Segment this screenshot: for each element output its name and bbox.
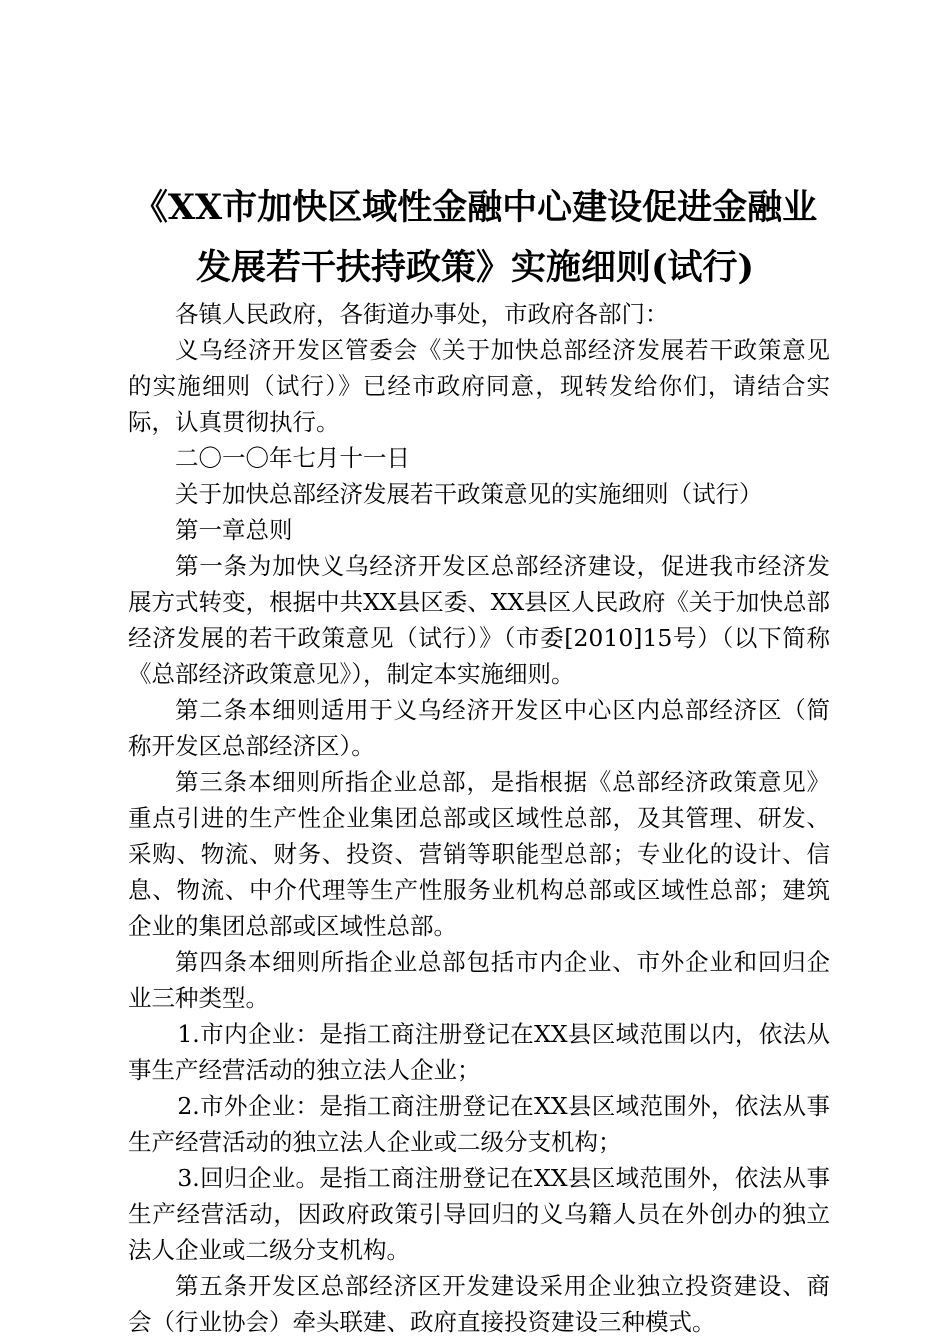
article-2: 第二条本细则适用于义乌经济开发区中心区内总部经济区（简称开发区总部经济区）。 xyxy=(128,696,830,760)
paragraph-forwarding-notice: 义乌经济开发区管委会《关于加快总部经济发展若干政策意见的实施细则（试行）》已经市政府同意，现转发给你们，请结合实际，认真贯彻执行。 xyxy=(128,336,830,436)
document-title-line-2: 发展若干扶持政策》实施细则(试行) xyxy=(195,247,755,288)
document-body xyxy=(128,296,830,1340)
list-item-2: 2.市外企业：是指工商注册登记在XX县区域范围外，依法从事生产经营活动的独立法人企业或二级分支机构； xyxy=(128,1092,830,1156)
list-item-1: 1.市内企业：是指工商注册登记在XX县区域范围以内，依法从事生产经营活动的独立法人企业； xyxy=(128,1020,830,1084)
list-item-3: 3.回归企业。是指工商注册登记在XX县区域范围外，依法从事生产经营活动，因政府政策引导回归的义乌籍人员在外创办的独立法人企业或二级分支机构。 xyxy=(128,1164,830,1264)
document-title-line-1: 《XX市加快区域性金融中心建设促进金融业 xyxy=(132,187,818,228)
article-3: 第三条本细则所指企业总部，是指根据《总部经济政策意见》重点引进的生产性企业集团总部或区域性总部，及其管理、研发、采购、物流、财务、投资、营销等职能型总部；专业化的设计、信息、物流、中介代理等生产性服务业机构总部或区域性总部；建筑企业的集团总部或区域性总部。 xyxy=(128,768,830,940)
article-1: 第一条为加快义乌经济开发区总部经济建设，促进我市经济发展方式转变，根据中共XX县区委、XX县区人民政府《关于加快总部经济发展的若干政策意见（试行）》（市委[2010]15号）（以下简称《总部经济政策意见》），制定本实施细则。 xyxy=(128,552,830,688)
article-5: 第五条开发区总部经济区开发建设采用企业独立投资建设、商会（行业协会）牵头联建、政府直接投资建设三种模式。 xyxy=(128,1272,830,1336)
subtitle-line: 关于加快总部经济发展若干政策意见的实施细则（试行） xyxy=(175,480,763,508)
salutation: 各镇人民政府，各街道办事处，市政府各部门： xyxy=(175,300,669,328)
date-line: 二〇一〇年七月十一日 xyxy=(175,444,410,472)
chapter-heading: 第一章总则 xyxy=(175,516,293,544)
article-4: 第四条本细则所指企业总部包括市内企业、市外企业和回归企业三种类型。 xyxy=(128,948,830,1012)
